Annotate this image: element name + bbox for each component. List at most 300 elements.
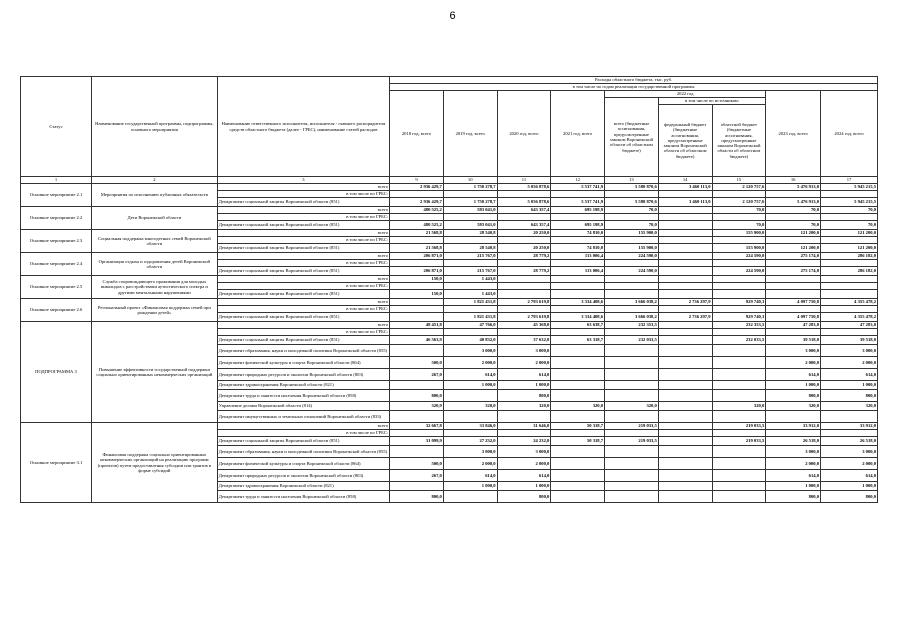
row-value: 155 900,0	[605, 230, 659, 237]
row-value: 5 580 870,6	[605, 184, 659, 191]
row-value: 2 936 429,7	[390, 198, 444, 207]
row-value: 643 357,4	[497, 221, 551, 230]
row-value	[390, 237, 444, 244]
row-program-name: Финансовая поддержка социально ориентированных некоммерческих организаций на реализацию программ (проектов) путем предоставления субсидии или грантов в форме субсидий	[91, 423, 217, 503]
row-value: 614,0	[821, 369, 878, 381]
row-value	[712, 283, 766, 290]
row-value: 1 821 431,8	[443, 313, 497, 322]
row-value: 320,0	[712, 402, 766, 411]
row-value	[658, 369, 712, 381]
row-value	[605, 260, 659, 267]
row-value	[551, 446, 605, 458]
row-value	[390, 191, 444, 198]
row-value: 45 368,0	[497, 322, 551, 329]
column-number: 12	[551, 177, 605, 184]
row-value	[605, 191, 659, 198]
row-value: 1 750 278,7	[443, 198, 497, 207]
header-2022-federal: федеральный бюджет (бюджетные ассигнования, предусмотренные законом Воронежской области об областном бюджете)	[658, 105, 712, 177]
table-row	[21, 207, 878, 214]
row-value: 150,0	[390, 290, 444, 299]
row-value: 480 525,2	[390, 207, 444, 214]
row-expense-label: в том числе по ГРБС:	[217, 237, 389, 244]
row-value: 267,0	[390, 369, 444, 381]
row-program-name: Организация отдыха и оздоровления детей Воронежской области	[91, 253, 217, 276]
row-expense-label: всего	[217, 423, 389, 430]
header-by-years: в том числе по годам реализации государственной программы	[390, 84, 878, 91]
row-value	[497, 237, 551, 244]
row-value	[551, 237, 605, 244]
row-value	[766, 283, 821, 290]
row-value	[658, 437, 712, 446]
row-value: 50 318,7	[551, 423, 605, 430]
row-value	[497, 191, 551, 198]
row-value	[712, 237, 766, 244]
row-expense-label: Департамент социальной защиты Воронежской области (851)	[217, 267, 389, 276]
row-expense-label: Департамент социальной защиты Воронежской области (851)	[217, 290, 389, 299]
header-2021: 2021 год, всего	[551, 91, 605, 177]
row-value: 614,0	[443, 470, 497, 482]
header-2022-total: всего (бюджетные ассигнования, предусмотренные законом Воронежской области об областном бюджете)	[605, 98, 659, 177]
row-value	[443, 191, 497, 198]
row-value	[821, 191, 878, 198]
row-value: 28 779,2	[497, 253, 551, 260]
row-value: 39 518,0	[821, 336, 878, 345]
row-value	[712, 306, 766, 313]
row-expense-label: всего	[217, 253, 389, 260]
row-value	[712, 260, 766, 267]
row-value: 320,0	[766, 402, 821, 411]
row-value	[712, 214, 766, 221]
row-value: 2 000,0	[443, 357, 497, 369]
row-value: 2 000,0	[443, 458, 497, 470]
row-value: 21 568,8	[390, 230, 444, 237]
row-program-name: Мероприятия по исполнению публичных обязательств	[91, 184, 217, 207]
column-number: 16	[766, 177, 821, 184]
row-value	[658, 446, 712, 458]
row-value: 113 006,4	[551, 267, 605, 276]
row-expense-label: Департамент имущественных и земельных отношений Воронежской области (833)	[217, 411, 389, 423]
column-number: 15	[712, 177, 766, 184]
row-value: 1 000,0	[821, 381, 878, 390]
row-value: 26 518,0	[766, 437, 821, 446]
column-number: 1	[21, 177, 92, 184]
row-value	[551, 411, 605, 423]
row-value	[712, 411, 766, 423]
row-status: Основное мероприятие 2.4	[21, 253, 92, 276]
row-expense-label: Департамент труда и занятости населения Воронежской области (858)	[217, 390, 389, 402]
row-value: 2 000,0	[766, 458, 821, 470]
row-value: 1 750 278,7	[443, 184, 497, 191]
row-value: 219 033,5	[605, 423, 659, 430]
row-value: 63 318,7	[551, 336, 605, 345]
header-2022-regional: областной бюджет (бюджетные ассигнования, предусмотренные законом Воронежской области об областном бюджете)	[712, 105, 766, 177]
row-value: 155 900,0	[605, 244, 659, 253]
row-value: 800,0	[390, 390, 444, 402]
row-value: 4 097 750,8	[766, 313, 821, 322]
row-value: 47 766,0	[443, 322, 497, 329]
row-value	[712, 357, 766, 369]
row-value	[658, 260, 712, 267]
row-value	[497, 214, 551, 221]
column-number: 13	[605, 177, 659, 184]
row-expense-label: всего	[217, 207, 389, 214]
row-value	[712, 345, 766, 357]
row-value: 275 174,0	[766, 267, 821, 276]
row-value	[605, 283, 659, 290]
row-value: 155 900,0	[712, 244, 766, 253]
row-expense-label: Департамент труда и занятости населения Воронежской области (858)	[217, 491, 389, 503]
row-value	[605, 470, 659, 482]
row-value	[605, 482, 659, 491]
row-value: 5 945 215,5	[821, 198, 878, 207]
row-status: Основное мероприятие 2.6	[21, 299, 92, 322]
row-value: 320,9	[390, 402, 444, 411]
row-expense-label: Департамент здравоохранения Воронежской области (821)	[217, 482, 389, 491]
row-value: 1 000,0	[766, 482, 821, 491]
row-value	[390, 283, 444, 290]
row-value	[551, 214, 605, 221]
row-value	[658, 329, 712, 336]
row-value: 121 200,0	[821, 230, 878, 237]
row-value	[605, 369, 659, 381]
row-value	[551, 491, 605, 503]
row-value	[605, 345, 659, 357]
row-expense-label: в том числе по ГРБС:	[217, 283, 389, 290]
row-expense-label: всего	[217, 322, 389, 329]
row-value	[766, 276, 821, 283]
row-value	[443, 214, 497, 221]
row-value: 800,0	[497, 390, 551, 402]
row-value	[390, 482, 444, 491]
row-expense-label: Департамент образования, науки и молодежной политики Воронежской области (855)	[217, 345, 389, 357]
table-row	[21, 184, 878, 191]
row-value	[605, 214, 659, 221]
row-value	[658, 230, 712, 237]
row-value: 74 810,0	[551, 230, 605, 237]
row-value	[605, 329, 659, 336]
row-value	[551, 381, 605, 390]
row-value	[658, 390, 712, 402]
row-value: 2 736 297,9	[658, 313, 712, 322]
budget-table	[20, 76, 878, 503]
row-value: 50 318,7	[551, 437, 605, 446]
row-value: 320,0	[605, 402, 659, 411]
row-value: 929 740,3	[712, 313, 766, 322]
row-value	[658, 253, 712, 260]
row-value: 320,0	[443, 402, 497, 411]
row-value: 3 000,0	[821, 446, 878, 458]
row-value	[712, 470, 766, 482]
row-value	[766, 214, 821, 221]
row-value: 40 832,0	[443, 336, 497, 345]
row-value	[658, 322, 712, 329]
row-value: 3 666 038,2	[605, 299, 659, 306]
row-expense-label: всего	[217, 230, 389, 237]
row-value	[821, 430, 878, 437]
row-expense-label: Департамент физической культуры и спорта Воронежской области (864)	[217, 357, 389, 369]
row-value	[443, 491, 497, 503]
row-value	[658, 411, 712, 423]
row-value: 614,0	[497, 470, 551, 482]
row-value	[605, 411, 659, 423]
table-row	[21, 299, 878, 306]
row-value	[821, 214, 878, 221]
row-value	[551, 329, 605, 336]
row-value: 5 476 913,0	[766, 184, 821, 191]
row-value: 121 200,0	[821, 244, 878, 253]
row-value: 28 540,8	[443, 244, 497, 253]
row-value: 150,0	[390, 276, 444, 283]
row-value	[821, 276, 878, 283]
row-value: 1 443,0	[443, 290, 497, 299]
row-value	[821, 329, 878, 336]
row-status: ПОДПРОГРАММА 3	[21, 322, 92, 423]
row-value	[390, 381, 444, 390]
row-value	[766, 411, 821, 423]
row-value	[658, 214, 712, 221]
row-value	[605, 430, 659, 437]
row-value: 224 590,0	[605, 253, 659, 260]
row-value: 224 590,0	[712, 253, 766, 260]
row-value: 614,0	[766, 369, 821, 381]
row-value: 1 000,0	[497, 482, 551, 491]
row-value: 3 460 113,0	[658, 184, 712, 191]
row-status: Основное мероприятие 3.1	[21, 423, 92, 503]
row-expense-label: всего	[217, 299, 389, 306]
row-value: 26 518,0	[821, 437, 878, 446]
row-value	[766, 430, 821, 437]
row-value: 5 580 870,6	[605, 198, 659, 207]
row-value	[658, 423, 712, 430]
header-expenses-title: Расходы областного бюджета, тыс. руб.	[390, 77, 878, 84]
header-status: Статус	[21, 77, 92, 177]
row-status: Основное мероприятие 2.2	[21, 207, 92, 230]
row-value	[551, 369, 605, 381]
row-value: 3 000,0	[766, 345, 821, 357]
row-value	[497, 306, 551, 313]
row-expense-label: Департамент здравоохранения Воронежской области (821)	[217, 381, 389, 390]
row-value: 1 821 431,8	[443, 299, 497, 306]
row-value	[605, 390, 659, 402]
row-value	[712, 329, 766, 336]
row-value: 3 666 038,2	[605, 313, 659, 322]
row-expense-label: в том числе по ГРБС:	[217, 329, 389, 336]
row-value: 70,0	[605, 207, 659, 214]
row-value	[390, 214, 444, 221]
row-value: 121 200,0	[766, 244, 821, 253]
row-value: 232 033,5	[712, 336, 766, 345]
row-expense-label: Департамент социальной защиты Воронежской области (851)	[217, 244, 389, 253]
row-value	[605, 381, 659, 390]
row-value	[821, 411, 878, 423]
row-status: Основное мероприятие 2.1	[21, 184, 92, 207]
row-value: 800,0	[821, 491, 878, 503]
header-2020: 2020 год, всего	[497, 91, 551, 177]
row-value: 614,0	[443, 369, 497, 381]
row-value: 20 250,0	[497, 230, 551, 237]
row-value: 3 000,0	[497, 345, 551, 357]
row-value: 63 638,7	[551, 322, 605, 329]
row-value: 5 056 878,6	[497, 198, 551, 207]
row-status: Основное мероприятие 2.5	[21, 276, 92, 299]
row-value	[658, 430, 712, 437]
row-value	[551, 290, 605, 299]
row-value	[712, 369, 766, 381]
row-value	[551, 390, 605, 402]
row-expense-label: Департамент физической культуры и спорта Воронежской области (864)	[217, 458, 389, 470]
row-expense-label: Департамент социальной защиты Воронежской области (851)	[217, 313, 389, 322]
row-value: 2 793 619,8	[497, 313, 551, 322]
row-value	[605, 306, 659, 313]
row-value	[551, 345, 605, 357]
row-value: 800,0	[821, 390, 878, 402]
header-program-name: Наименование государственной программы, подпрограммы, основного мероприятия	[91, 77, 217, 177]
row-value	[658, 381, 712, 390]
row-value	[821, 306, 878, 313]
row-program-name: Социальная поддержка многодетных семей Воронежской области	[91, 230, 217, 253]
column-number: 14	[658, 177, 712, 184]
row-value	[658, 491, 712, 503]
row-value	[605, 357, 659, 369]
row-expense-label: в том числе по ГРБС:	[217, 306, 389, 313]
column-number: 17	[821, 177, 878, 184]
row-value	[821, 283, 878, 290]
header-2018: 2018 год, всего	[390, 91, 444, 177]
row-value	[658, 336, 712, 345]
row-value: 70,0	[605, 221, 659, 230]
row-expense-label: Департамент природных ресурсов и экологии Воронежской области (803)	[217, 470, 389, 482]
row-value: 614,0	[766, 470, 821, 482]
row-value	[390, 345, 444, 357]
row-value: 2 000,0	[821, 357, 878, 369]
row-value: 219 033,5	[712, 437, 766, 446]
column-number: 2	[91, 177, 217, 184]
row-expense-label: в том числе по ГРБС:	[217, 191, 389, 198]
row-value	[712, 191, 766, 198]
row-value	[497, 411, 551, 423]
row-value: 3 000,0	[443, 345, 497, 357]
row-value	[658, 244, 712, 253]
row-value: 33 912,0	[821, 423, 878, 430]
column-number: 11	[497, 177, 551, 184]
row-value	[821, 237, 878, 244]
row-value: 1 000,0	[766, 381, 821, 390]
row-value	[821, 290, 878, 299]
row-value: 48 451,8	[390, 322, 444, 329]
row-value: 224 590,0	[712, 267, 766, 276]
row-value: 232 353,5	[605, 322, 659, 329]
row-value	[658, 283, 712, 290]
row-value	[821, 260, 878, 267]
column-number: 9	[390, 177, 444, 184]
column-numbers-row	[21, 177, 878, 184]
row-value: 1 000,0	[821, 482, 878, 491]
row-value: 74 810,0	[551, 244, 605, 253]
row-value: 219 033,5	[605, 437, 659, 446]
page-number: 6	[449, 10, 456, 22]
row-value: 2 120 757,6	[712, 198, 766, 207]
header-executor: Наименование ответственного исполнителя, исполнителя - главного распорядителя средств областного бюджета (далее - ГРБС), наименование статей расходов	[217, 77, 389, 177]
row-value	[551, 458, 605, 470]
row-value: 2 793 619,8	[497, 299, 551, 306]
row-value	[443, 237, 497, 244]
row-status: Основное мероприятие 2.3	[21, 230, 92, 253]
row-value: 70,0	[712, 221, 766, 230]
row-expense-label: Управление делами Воронежской области (814)	[217, 402, 389, 411]
row-value: 1 443,0	[443, 276, 497, 283]
row-value: 32 667,8	[390, 423, 444, 430]
row-value: 113 006,4	[551, 253, 605, 260]
row-value: 2 000,0	[766, 357, 821, 369]
row-value	[443, 283, 497, 290]
row-value: 614,0	[821, 470, 878, 482]
row-value	[605, 491, 659, 503]
row-value: 2 000,0	[497, 357, 551, 369]
row-value: 4 355 478,2	[821, 299, 878, 306]
row-value: 320,0	[551, 402, 605, 411]
row-expense-label: Департамент социальной защиты Воронежской области (851)	[217, 336, 389, 345]
row-value: 5 537 741,9	[551, 184, 605, 191]
column-number: 10	[443, 177, 497, 184]
row-value	[658, 221, 712, 230]
row-program-name: Служба сопровождающего проживания для молодых инвалидов с расстройствами аутистического спектра и другими ментальными нарушениями	[91, 276, 217, 299]
row-value: 33 912,0	[766, 423, 821, 430]
row-value	[551, 357, 605, 369]
row-value: 31 099,9	[390, 437, 444, 446]
table-row	[21, 230, 878, 237]
row-value	[658, 191, 712, 198]
row-value	[443, 430, 497, 437]
row-value	[443, 411, 497, 423]
row-value: 5 056 878,6	[497, 184, 551, 191]
row-value	[443, 329, 497, 336]
row-expense-label: в том числе по ГРБС:	[217, 430, 389, 437]
row-value: 3 000,0	[497, 446, 551, 458]
row-value	[497, 430, 551, 437]
row-value	[766, 191, 821, 198]
row-value: 24 232,0	[497, 437, 551, 446]
row-value	[712, 276, 766, 283]
row-value: 583 041,0	[443, 221, 497, 230]
row-program-name: Повышение эффективности государственной поддержки социально ориентированных некоммерческих организаций	[91, 322, 217, 423]
row-value	[658, 237, 712, 244]
row-value: 20 250,0	[497, 244, 551, 253]
row-value: 37 632,0	[497, 336, 551, 345]
row-value	[712, 491, 766, 503]
row-value: 1 000,0	[497, 381, 551, 390]
row-value: 219 033,5	[712, 423, 766, 430]
row-expense-label: Департамент социальной защиты Воронежской области (851)	[217, 437, 389, 446]
row-program-name: Региональный проект «Финансовая поддержка семей при рождении детей»	[91, 299, 217, 322]
row-value: 614,0	[497, 369, 551, 381]
row-value: 5 945 215,5	[821, 184, 878, 191]
row-value	[766, 237, 821, 244]
row-value	[658, 402, 712, 411]
row-value: 2 936 429,7	[390, 184, 444, 191]
row-value: 800,0	[766, 491, 821, 503]
row-value: 215 767,0	[443, 267, 497, 276]
row-value	[390, 260, 444, 267]
row-value	[497, 290, 551, 299]
row-expense-label: Департамент природных ресурсов и экологии Воронежской области (803)	[217, 369, 389, 381]
row-value	[605, 237, 659, 244]
row-value	[658, 458, 712, 470]
row-value: 800,0	[766, 390, 821, 402]
row-value: 70,0	[766, 221, 821, 230]
row-value: 232 033,5	[605, 336, 659, 345]
table-row	[21, 322, 878, 329]
row-value: 27 232,0	[443, 437, 497, 446]
